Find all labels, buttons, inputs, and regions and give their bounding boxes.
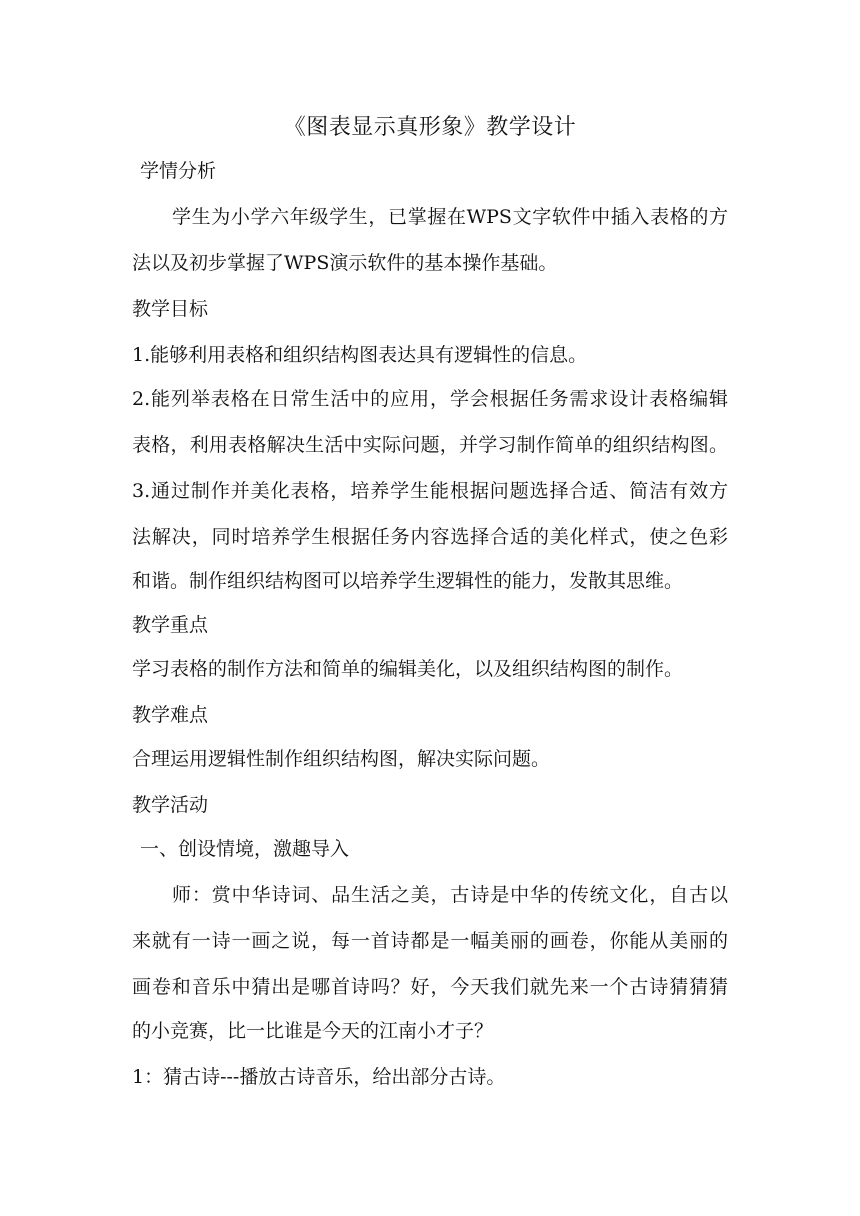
document-title: 《图表显示真形象》教学设计 (283, 115, 577, 140)
activity-item-1: 1：猜古诗---播放古诗音乐，给出部分古诗。 (132, 1066, 506, 1088)
heading-teaching-difficulties: 教学难点 (132, 704, 209, 726)
paragraph-line: 学习表格的制作方法和简单的编辑美化，以及组织结构图的制作。 (132, 658, 684, 680)
paragraph-line: 学生为小学六年级学生，已掌握在WPS文字软件中插入表格的方 (172, 206, 728, 228)
heading-teaching-key-points: 教学重点 (132, 614, 209, 636)
paragraph-line: 法以及初步掌握了WPS演示软件的基本操作基础。 (132, 252, 558, 274)
goal-item-1: 1.能够利用表格和组织结构图表达具有逻辑性的信息。 (132, 344, 588, 366)
goal-item-2: 2.能列举表格在日常生活中的应用，学会根据任务需求设计表格编辑 (132, 388, 728, 410)
paragraph-line: 的小竞赛，比一比谁是今天的江南小才子？ (132, 1020, 494, 1042)
heading-student-analysis: 学情分析 (140, 160, 217, 182)
paragraph-line: 表格，利用表格解决生活中实际问题，并学习制作简单的组织结构图。 (132, 434, 728, 456)
paragraph-line: 师：赏中华诗词、品生活之美，古诗是中华的传统文化，自古以 (172, 884, 728, 906)
goal-item-3: 3.通过制作并美化表格，培养学生能根据问题选择合适、简洁有效方 (132, 480, 728, 502)
paragraph-line: 合理运用逻辑性制作组织结构图，解决实际问题。 (132, 748, 551, 770)
paragraph-line: 和谐。制作组织结构图可以培养学生逻辑性的能力，发散其思维。 (132, 570, 684, 592)
heading-teaching-goals: 教学目标 (132, 298, 209, 320)
paragraph-line: 画卷和音乐中猜出是哪首诗吗？好，今天我们就先来一个古诗猜猜猜 (132, 976, 728, 998)
heading-teaching-activities: 教学活动 (132, 794, 209, 816)
paragraph-line: 来就有一诗一画之说，每一首诗都是一幅美丽的画卷，你能从美丽的 (132, 930, 728, 952)
paragraph-line: 法解决，同时培养学生根据任务内容选择合适的美化样式，使之色彩 (132, 526, 728, 548)
section-heading-1: 一、创设情境，激趣导入 (140, 838, 350, 860)
